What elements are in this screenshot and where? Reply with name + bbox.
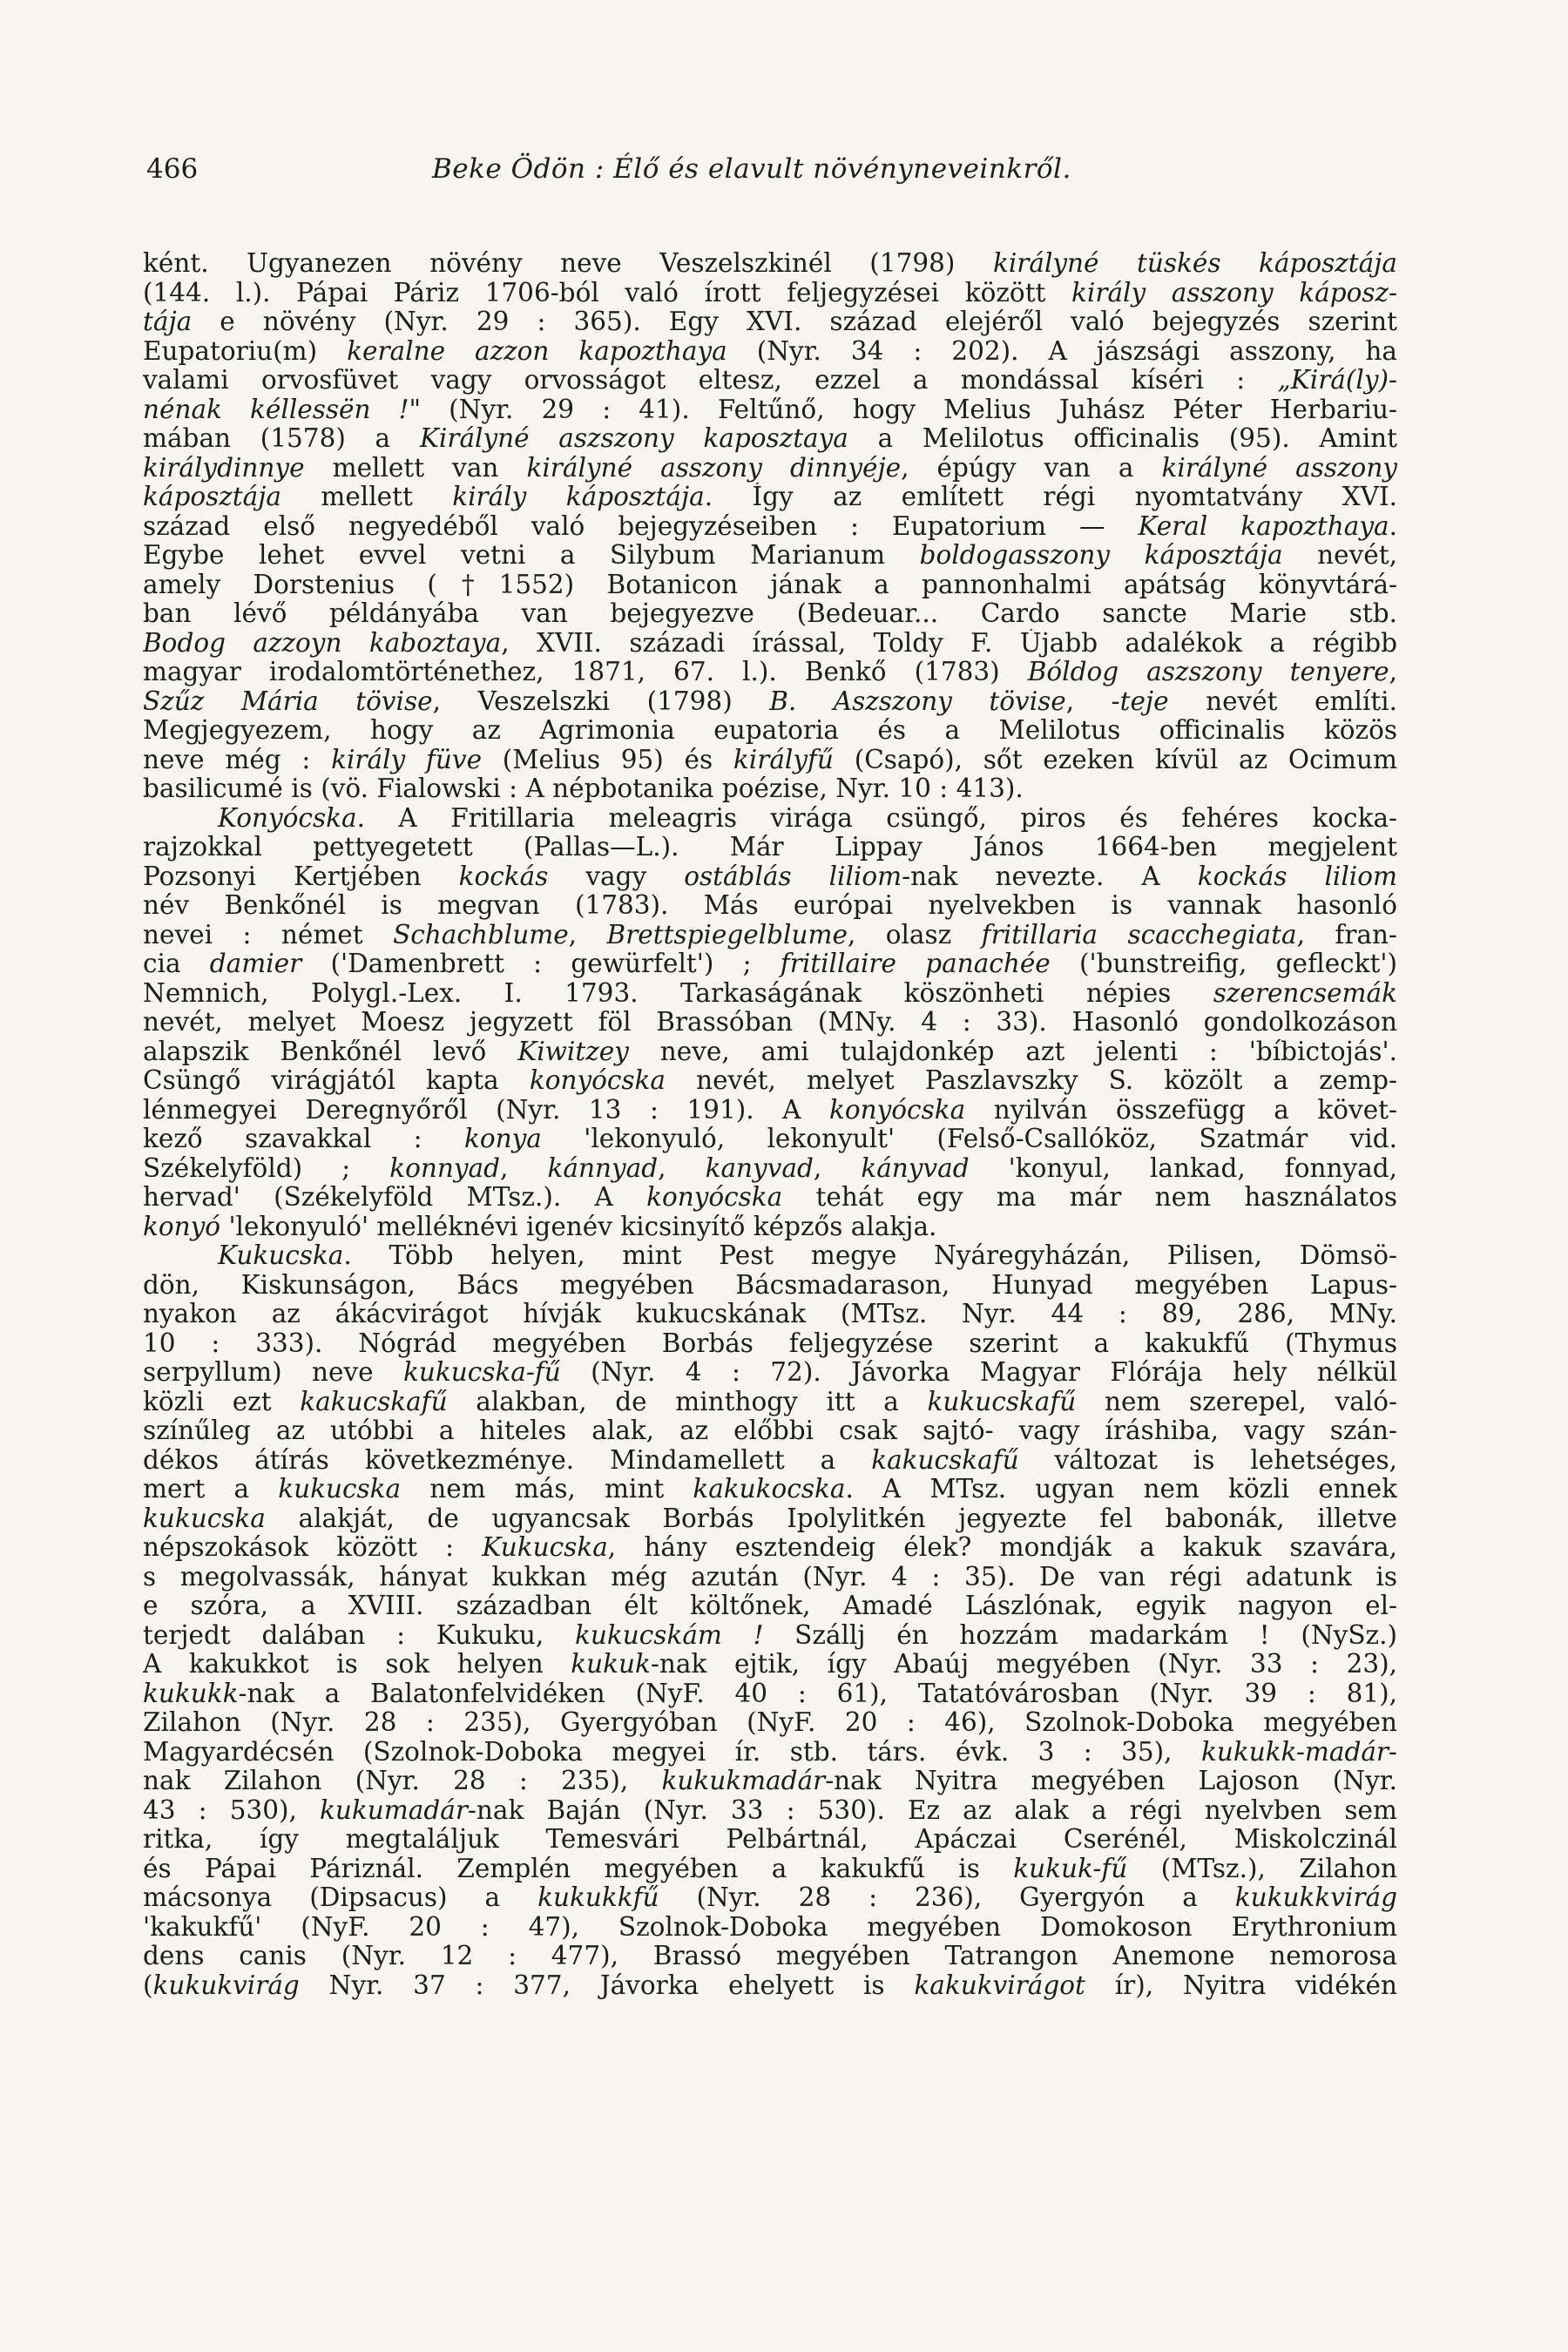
text-line: ritka, így megtaláljuk Temesvári Pelbártnál, Apáczai Cserénél, Miskolczinál bbox=[143, 1825, 1397, 1854]
text-line: kező szavakkal : konya 'lekonyuló, lekonyult' (Felső-Csallóköz, Szatmár vid. bbox=[143, 1125, 1397, 1153]
text-line: dens canis (Nyr. 12 : 477), Brassó megyében Tatrangon Anemone nemorosa bbox=[143, 1942, 1397, 1970]
text-line: ként. Ugyanezen növény neve Veszelszkinél (1798) királyné tüskés káposztája bbox=[143, 249, 1397, 278]
text-line: Kukucska. Több helyen, mint Pest megye Nyáregyházán, Pilisen, Dömsö- bbox=[218, 1241, 1397, 1270]
text-line: nyakon az ákácvirágot hívják kukucskának (MTsz. Nyr. 44 : 89, 286, MNy. bbox=[143, 1300, 1397, 1328]
text-line: amely Dorstenius (†1552) Botanicon jának a pannonhalmi apátság könyvtárá- bbox=[143, 570, 1397, 599]
text-line: Magyardécsén (Szolnok-Doboka megyei ír. stb. társ. évk. 3 : 35), kukukk-madár- bbox=[143, 1737, 1397, 1767]
text-line: Konyócska. A Fritillaria meleagris virága csüngő, piros és fehéres kocka- bbox=[218, 803, 1397, 833]
text-line: Egybe lehet evvel vetni a Silybum Marianum boldogasszony káposztája nevét, bbox=[143, 541, 1397, 570]
text-line: (kukukvirág Nyr. 37 : 377, Jávorka ehelyett is kakukvirágot ír), Nyitra vidékén bbox=[143, 1970, 1397, 2000]
text-line: Csüngő virágjától kapta konyócska nevét, melyet Paszlavszky S. közölt a zemp- bbox=[143, 1066, 1397, 1095]
text-line: mert a kukucska nem más, mint kakukocska. A MTsz. ugyan nem közli ennek bbox=[143, 1475, 1397, 1504]
text-line: nevét, melyet Moesz jegyzett föl Brassóban (MNy. 4 : 33). Hasonló gondolkozáson bbox=[143, 1008, 1397, 1037]
text-line: A kakukkot is sok helyen kukuk-nak ejtik, így Abaúj megyében (Nyr. 33 : 23), bbox=[143, 1650, 1397, 1679]
text-line: terjedt dalában : Kukuku, kukucskám ! Szállj én hozzám madarkám ! (NySz.) bbox=[143, 1620, 1397, 1650]
text-line: 10 : 333). Nógrád megyében Borbás feljegyzése szerint a kakukfű (Thymus bbox=[143, 1328, 1397, 1358]
running-title: Beke Ödön : Élő és elavult növényneveinkről. bbox=[432, 153, 1071, 185]
text-line: Szűz Mária tövise, Veszelszki (1798) B. Aszszony tövise, -teje nevét említi. bbox=[143, 686, 1397, 716]
text-line: dön, Kiskunságon, Bács megyében Bácsmadarason, Hunyad megyében Lapus- bbox=[143, 1270, 1397, 1300]
text-line: alapszik Benkőnél levő Kiwitzey neve, ami tulajdonkép azt jelenti : 'bíbictojás'. bbox=[143, 1037, 1397, 1066]
text-line: nak Zilahon (Nyr. 28 : 235), kukukmadár-nak Nyitra megyében Lajoson (Nyr. bbox=[143, 1767, 1397, 1795]
text-line: Pozsonyi Kertjében kockás vagy ostáblás liliom-nak nevezte. A kockás liliom bbox=[143, 862, 1397, 891]
page-number: 466 bbox=[146, 153, 199, 185]
text-line: dékos átírás következménye. Mindamellett a kakucskafű változat is lehetséges, bbox=[143, 1445, 1397, 1475]
text-line: konyó 'lekonyuló' melléknévi igenév kicsinyítő képzős alakja. bbox=[143, 1212, 937, 1241]
text-line: királydinnye mellett van királyné asszony dinnyéje, épúgy van a királyné asszony bbox=[143, 453, 1397, 483]
text-line: és Pápai Páriznál. Zemplén megyében a kakukfű is kukuk-fű (MTsz.), Zilahon bbox=[143, 1854, 1397, 1883]
text-line: basilicumé is (vö. Fialowski : A népbotanika poézise, Nyr. 10 : 413). bbox=[143, 774, 1024, 803]
text-line: Nemnich, Polygl.-Lex. I. 1793. Tarkaságának köszönheti népies szerencsemák bbox=[143, 978, 1397, 1008]
text-line: s megolvassák, hányat kukkan még azután (Nyr. 4 : 35). De van régi adatunk is bbox=[143, 1562, 1397, 1592]
text-line: név Benkőnél is megvan (1783). Más európai nyelvekben is vannak hasonló bbox=[143, 891, 1397, 920]
text-line: Bodog azzoyn kaboztaya, XVII. századi írással, Toldy F. Újabb adalékok a régibb bbox=[143, 628, 1397, 658]
text-line: lénmegyei Deregnyőről (Nyr. 13 : 191). A konyócska nyilván összefügg a követ- bbox=[143, 1095, 1397, 1125]
text-line: kukukk-nak a Balatonfelvidéken (NyF. 40 : 61), Tatatóvárosban (Nyr. 39 : 81), bbox=[143, 1679, 1397, 1708]
text-line: tája e növény (Nyr. 29 : 365). Egy XVI. század elejéről való bejegyzés szerint bbox=[143, 308, 1397, 336]
text-line: hervad' (Székelyföld MTsz.). A konyócska tehát egy ma már nem használatos bbox=[143, 1183, 1397, 1212]
text-line: mácsonya (Dipsacus) a kukukkfű (Nyr. 28 : 236), Gyergyón a kukukkvirág bbox=[143, 1883, 1397, 1912]
text-line: neve még : király füve (Melius 95) és királyfű (Csapó), sőt ezeken kívül az Ocimum bbox=[143, 745, 1397, 774]
text-line: közli ezt kakucskafű alakban, de minthogy itt a kukucskafű nem szerepel, való- bbox=[143, 1387, 1397, 1416]
text-line: 'kakukfű' (NyF. 20 : 47), Szolnok-Doboka megyében Domokoson Erythronium bbox=[143, 1912, 1397, 1942]
text-line: Eupatoriu(m) keralne azzon kapozthaya (Nyr. 34 : 202). A jászsági asszony, ha bbox=[143, 336, 1397, 366]
text-line: (144. l.). Pápai Páriz 1706-ból való írott feljegyzései között király asszony káposz- bbox=[143, 278, 1397, 308]
text-line: serpyllum) neve kukucska-fű (Nyr. 4 : 72). Jávorka Magyar Flórája hely nélkül bbox=[143, 1358, 1397, 1387]
text-line: kukucska alakját, de ugyancsak Borbás Ipolylitkén jegyezte fel babonák, illetve bbox=[143, 1504, 1397, 1533]
text-line: rajzokkal pettyegetett (Pallas—L.). Már Lippay János 1664-ben megjelent bbox=[143, 833, 1397, 862]
text-line: század első negyedéből való bejegyzéseiben : Eupatorium — Keral kapozthaya. bbox=[143, 511, 1397, 541]
running-header bbox=[146, 153, 1418, 197]
text-line: valami orvosfüvet vagy orvosságot eltesz, ezzel a mondással kíséri : „Kirá(ly)- bbox=[143, 366, 1397, 395]
text-line: színűleg az utóbbi a hiteles alak, az előbbi csak sajtó- vagy íráshiba, vagy szán- bbox=[143, 1416, 1397, 1445]
text-line: nénak kéllessën !" (Nyr. 29 : 41). Feltűnő, hogy Melius Juhász Péter Herbariu- bbox=[143, 395, 1397, 424]
text-line: népszokások között : Kukucska, hány esztendeig élek? mondják a kakuk szavára, bbox=[143, 1533, 1397, 1562]
text-line: e szóra, a XVIII. században élt költőnek, Amadé Lászlónak, egyik nagyon el- bbox=[143, 1592, 1397, 1620]
text-line: Székelyföld) ; konnyad, kánnyad, kanyvad, kányvad 'konyul, lankad, fonnyad, bbox=[143, 1153, 1397, 1183]
text-line: cia damier ('Damenbrett : gewürfelt') ; fritillaire panachée ('bunstreifig, gefleckt') bbox=[143, 950, 1397, 978]
text-line: Zilahon (Nyr. 28 : 235), Gyergyóban (NyF. 20 : 46), Szolnok-Doboka megyében bbox=[143, 1708, 1397, 1737]
text-line: Megjegyezem, hogy az Agrimonia eupatoria és a Melilotus officinalis közös bbox=[143, 716, 1397, 745]
text-line: 43 : 530), kukumadár-nak Baján (Nyr. 33 : 530). Ez az alak a régi nyelvben sem bbox=[143, 1795, 1397, 1825]
text-line: mában (1578) a Királyné aszszony kaposztaya a Melilotus officinalis (95). Amint bbox=[143, 424, 1397, 453]
text-line: magyar irodalomtörténethez, 1871, 67. l.). Benkő (1783) Bóldog aszszony tenyere, bbox=[143, 658, 1397, 686]
body-text bbox=[143, 249, 1397, 2000]
text-line: nevei : német Schachblume, Brettspiegelblume, olasz fritillaria scacchegiata, fran- bbox=[143, 920, 1397, 950]
text-line: káposztája mellett király káposztája. Így az említett régi nyomtatvány XVI. bbox=[143, 483, 1397, 511]
text-line: ban lévő példányába van bejegyezve (Bedeuar... Cardo sancte Marie stb. bbox=[143, 599, 1397, 628]
